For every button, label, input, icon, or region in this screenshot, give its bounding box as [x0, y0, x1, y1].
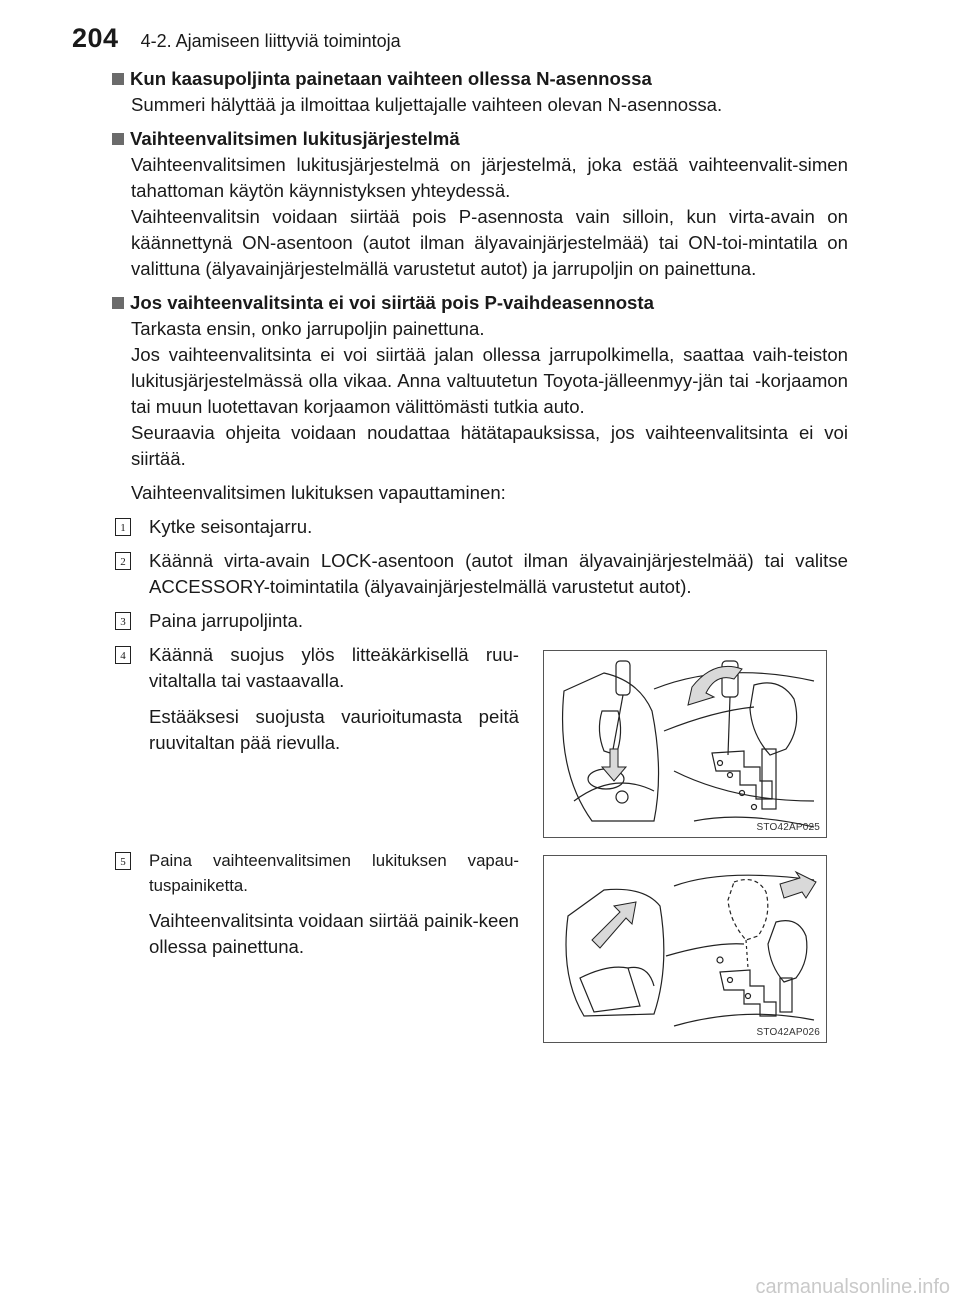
step-2	[120, 548, 848, 600]
section-n-position	[112, 66, 848, 118]
shift-cover-illustration	[544, 651, 826, 837]
paragraph: Vaihteenvalitsin voidaan siirtää pois P-asennosta vain silloin, kun virta-avain on käännettynä ON-asentoon (autot ilman älyavainjärjestelmää) tai ON-toi-mintatila on valittuna (älyavainjärjestelmällä varustetut autot) ja jarrupoljin on painettuna.	[131, 206, 848, 279]
step-text: Käännä virta-avain LOCK-asentoon (autot ilman älyavainjärjestelmää) tai valitse ACCESSORY-toimintatila (älyavainjärjestelmällä varustetut autot).	[149, 550, 848, 597]
curved-arrow-icon	[688, 666, 742, 705]
square-bullet-icon	[112, 73, 124, 85]
section-cannot-shift	[112, 290, 848, 506]
page-header	[72, 10, 860, 52]
down-arrow-icon	[602, 749, 626, 781]
step-4	[120, 642, 519, 840]
square-bullet-icon	[112, 133, 124, 145]
release-button-illustration	[544, 856, 826, 1042]
step-text: Paina jarrupoljinta.	[149, 610, 304, 631]
step-number-badge: 4	[115, 646, 131, 664]
step-number-badge: 3	[115, 612, 131, 630]
step-text: Paina vaihteenvalitsimen lukituksen vapau-tuspainiketta.	[149, 851, 519, 895]
move-arrow-icon	[780, 872, 816, 898]
section-lock-system	[112, 126, 848, 282]
section-heading: Jos vaihteenvalitsinta ei voi siirtää pois P-vaihdeasennosta	[112, 290, 848, 316]
step-number-badge: 1	[115, 518, 131, 536]
step-3	[120, 608, 848, 634]
paragraph: Vaihteenvalitsimen lukituksen vapauttaminen:	[131, 482, 506, 503]
paragraph: Summeri hälyttää ja ilmoittaa kuljettajalle vaihteen olevan N-asennossa.	[131, 94, 723, 115]
section-heading: Vaihteenvalitsimen lukitusjärjestelmä	[112, 126, 848, 152]
square-bullet-icon	[112, 297, 124, 309]
figure-label: STO42AP026	[756, 1027, 820, 1038]
watermark: carmanualsonline.info	[755, 1276, 950, 1298]
figure-lock-cover	[543, 650, 827, 838]
step-number-badge: 2	[115, 552, 131, 570]
section-heading: Kun kaasupoljinta painetaan vaihteen ollessa N-asennossa	[112, 66, 848, 92]
section-title: 4-2. Ajamiseen liittyviä toimintoja	[140, 31, 401, 51]
paragraph: Vaihteenvalitsimen lukitusjärjestelmä on järjestelmä, joka estää vaihteenvalit-simen tahattoman käytön käynnistyksen yhteydessä.	[131, 154, 848, 201]
step-5	[120, 848, 519, 960]
step-text: Kytke seisontajarru.	[149, 516, 313, 537]
step-1	[120, 514, 848, 540]
press-arrow-icon	[592, 902, 636, 948]
step-note: Estääksesi suojusta vaurioitumasta peitä ruuvitaltan pää rievulla.	[149, 706, 519, 753]
figure-release-button	[543, 855, 827, 1043]
paragraph: Jos vaihteenvalitsinta ei voi siirtää jalan ollessa jarrupolkimella, saattaa vaih-teiston lukitusjärjestelmässä olla vikaa. Anna valtuutetun Toyota-jälleenmyy-jän tai -korjaamon tai muun luotettavan korjaamon välittömästi tutkia auto.	[131, 344, 848, 417]
paragraph: Tarkasta ensin, onko jarrupoljin painettuna.	[131, 318, 485, 339]
figure-label: STO42AP025	[756, 822, 820, 833]
step-number-badge: 5	[115, 852, 131, 870]
paragraph: Seuraavia ohjeita voidaan noudattaa hätätapauksissa, jos vaihteenvalitsinta ei voi siirtää.	[131, 422, 848, 469]
step-note: Vaihteenvalitsinta voidaan siirtää painik-keen ollessa painettuna.	[149, 910, 519, 957]
step-text: Käännä suojus ylös litteäkärkisellä ruu-vitaltalla tai vastaavalla.	[149, 644, 519, 691]
page-number: 204	[72, 23, 119, 53]
